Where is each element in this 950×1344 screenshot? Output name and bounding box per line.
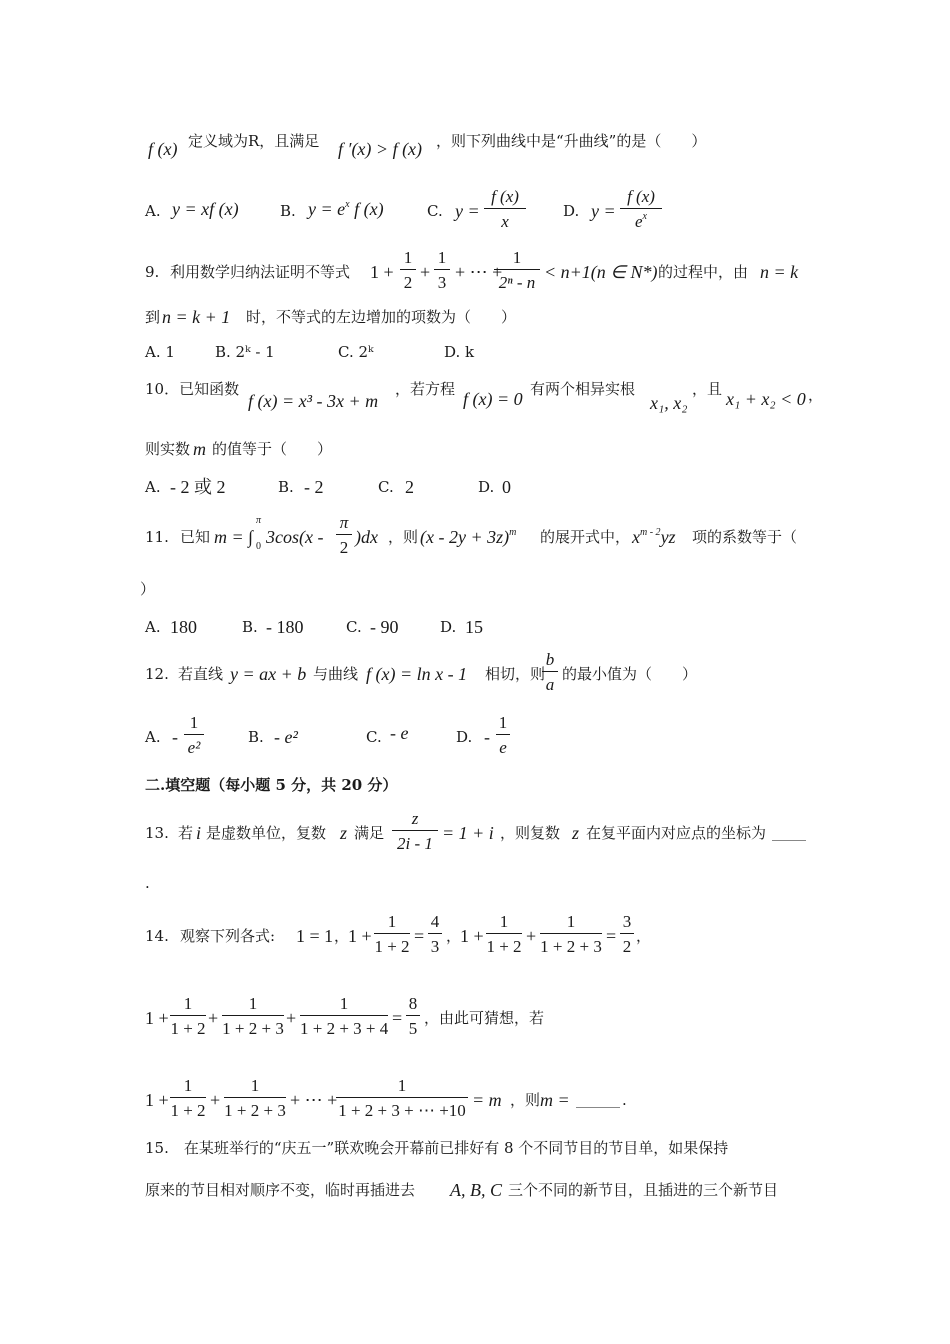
- q10-m: m: [193, 439, 206, 459]
- q14-l3-m: m =: [540, 1090, 570, 1110]
- q8-opt-b-expr: $y = e^x$ f (x): [308, 199, 384, 219]
- q10-text1: ，若方程: [395, 380, 456, 398]
- q10-opt-a-v: - 2 或 2: [170, 477, 226, 497]
- q9-text2: 的过程中，由: [658, 263, 749, 281]
- q14-comma2: ，: [446, 927, 462, 945]
- q9-num: 9.: [145, 263, 160, 281]
- q11-mdef-a: m = ∫: [214, 527, 254, 547]
- q14-e3-frac1: 1 1 + 2: [486, 912, 522, 956]
- q11-text1: 已知: [180, 528, 211, 546]
- q13-rhs: = 1 + i: [442, 823, 494, 843]
- q14-l3-frac2: 1 1 + 2 + 3: [224, 1076, 286, 1120]
- q13-text1: 若: [178, 824, 194, 842]
- q11-mdef-b: 3cos(x -: [266, 527, 324, 547]
- q12-curve: f (x) = ln x - 1: [366, 664, 468, 684]
- q14-l3-a: 1 +: [145, 1090, 169, 1110]
- q12-text2: 与曲线: [313, 665, 359, 683]
- q8-opt-b-label: B.: [280, 202, 296, 220]
- q9-one-plus: 1 +: [370, 262, 394, 282]
- q9-frac1: 1 2: [400, 249, 416, 291]
- q13-blank: [772, 840, 806, 841]
- q8-fprime: f ′(x) > f (x): [338, 139, 423, 159]
- q12-opt-d-minus: -: [484, 727, 490, 747]
- q13-z: z: [340, 823, 348, 843]
- q11-frac: π 2: [336, 514, 352, 556]
- q14-l3-frac1: 1 1 + 2: [170, 1076, 206, 1120]
- q14-text1: 观察下列各式:: [180, 927, 276, 945]
- q14-num: 14.: [145, 927, 169, 945]
- q9-line2-a: 到: [145, 308, 161, 326]
- q8-opt-d-pre: y =: [591, 201, 616, 221]
- q12-opt-a: A.: [145, 728, 161, 746]
- q9-opt-b: B. 2ᵏ - 1: [215, 343, 275, 361]
- q13-text4: ，则复数: [500, 824, 561, 842]
- q14-comma3: ，: [636, 927, 652, 945]
- q12-opt-c: C.: [366, 728, 382, 746]
- q12-opt-c-v: - e: [390, 723, 409, 743]
- q14-e3-eq: =: [606, 926, 617, 946]
- q10-line2-b: 的值等于（ ）: [212, 440, 333, 458]
- q14-e3-a: 1 +: [460, 926, 484, 946]
- q10-line2-a: 则实数: [145, 440, 191, 458]
- q8-opt-c-label: C.: [427, 202, 443, 220]
- q10-text4: ，: [808, 386, 824, 404]
- q9-opt-c: C. 2ᵏ: [338, 343, 374, 361]
- q14-e3-plus: +: [526, 926, 537, 946]
- q11-num: 11.: [145, 528, 169, 546]
- q10-roots: x₁, x₂: [650, 393, 688, 413]
- q12-text1: 若直线: [178, 665, 224, 683]
- q14-l2-res: 8 5: [406, 995, 420, 1037]
- q14-e3-res: 3 2: [620, 913, 634, 955]
- q10-text3: ，且: [692, 380, 723, 398]
- section2-title: 二.填空题（每小题 5 分，共 20 分）: [145, 776, 398, 794]
- q14-l3-dots: + ⋯ +: [290, 1090, 338, 1110]
- q11-mdef-c: )dx: [355, 527, 378, 547]
- q14-l2-frac3: 1 1 + 2 + 3 + 4: [300, 994, 389, 1038]
- q11-text4: 项的系数等于（: [692, 528, 798, 546]
- q14-e2-frac: 1 1 + 2: [374, 912, 410, 956]
- q11-opt-b: B.: [242, 618, 258, 636]
- q15-line1: 15. 在某班举行的“庆五一”联欢晚会开幕前已排好有 8 个不同节目的节目单，如果保持: [145, 1139, 729, 1157]
- q9-text1: 利用数学归纳法证明不等式: [170, 263, 351, 281]
- q8-text1: 定义域为R，且满足: [188, 132, 320, 150]
- q9-n-eq-k1: n = k + 1: [162, 307, 231, 327]
- q9-dots: + ⋯ +: [455, 262, 503, 282]
- q13-frac: z 2i - 1: [392, 810, 438, 852]
- q15-l2-b: 三个不同的新节目，且插进的三个新节目: [508, 1181, 779, 1199]
- q9-line2-b: 时，不等式的左边增加的项数为（ ）: [246, 308, 517, 326]
- q14-l2-frac1: 1 1 + 2: [170, 994, 206, 1038]
- q8-opt-d-frac: f (x) $e^x$: [620, 188, 662, 230]
- q11-text2: ，则: [388, 528, 419, 546]
- q12-text4: 的最小值为（ ）: [562, 665, 698, 683]
- q9-plus: +: [420, 262, 431, 282]
- q8-opt-a-expr: y = xf (x): [172, 199, 239, 219]
- q12-opt-d: D.: [456, 728, 473, 746]
- q14-l3-end: .: [622, 1091, 627, 1109]
- q11-lim-lo: 0: [256, 541, 261, 552]
- q12-frac: b a: [542, 651, 558, 693]
- q11-text3: 的展开式中，: [540, 528, 631, 546]
- q10-fx: f (x) = x³ - 3x + m: [248, 391, 379, 411]
- q9-opt-a: A. 1: [145, 343, 175, 361]
- q14-l3-eq: = m: [472, 1090, 502, 1110]
- q11-opt-d: D.: [440, 618, 457, 636]
- q12-opt-b-v: - e²: [274, 727, 298, 747]
- q13-num: 13.: [145, 824, 169, 842]
- q14-l3-frac3: 1 1 + 2 + 3 + ⋯ +10: [336, 1077, 468, 1119]
- q14-e1: 1 = 1: [296, 926, 334, 946]
- q14-l2-eq: =: [392, 1008, 403, 1028]
- q10-opt-c: C.: [378, 478, 394, 496]
- q10-opt-d-v: 0: [502, 477, 511, 497]
- q10-opt-b-v: - 2: [304, 477, 324, 497]
- q9-opt-d: D. k: [444, 343, 475, 361]
- q11-opt-d-v: 15: [465, 617, 483, 637]
- q12-opt-b: B.: [248, 728, 264, 746]
- q14-l2-plus2: +: [286, 1008, 297, 1028]
- q11-opt-a-v: 180: [170, 617, 197, 637]
- q12-line-expr: y = ax + b: [230, 664, 307, 684]
- q8-text2: ，则下列曲线中是“升曲线”的是（ ）: [436, 132, 707, 150]
- q13-text5: 在复平面内对应点的坐标为: [586, 824, 767, 842]
- q8-fx: f (x): [148, 139, 178, 159]
- q14-l2-text: ，由此可猜想，若: [424, 1009, 545, 1027]
- q11-close-paren: ）: [140, 580, 156, 598]
- q14-l3-text: ，则: [510, 1091, 541, 1109]
- q12-text3: 相切，则: [485, 665, 546, 683]
- q8-opt-d-label: D.: [563, 202, 580, 220]
- q10-opt-d: D.: [478, 478, 495, 496]
- q8-opt-c-frac: f (x) x: [484, 188, 526, 230]
- q14-l2-plus1: +: [208, 1008, 219, 1028]
- q12-opt-a-minus: -: [172, 727, 178, 747]
- q11-term: $x^{m - 2}yz$: [632, 527, 676, 547]
- q12-num: 12.: [145, 665, 169, 683]
- q14-l2-frac2: 1 1 + 2 + 3: [222, 994, 284, 1038]
- q10-opt-a: A.: [145, 478, 161, 496]
- q13-i: i: [196, 823, 202, 843]
- q11-opt-b-v: - 180: [266, 617, 304, 637]
- q8-opt-a-label: A.: [145, 202, 161, 220]
- q11-opt-c: C.: [346, 618, 362, 636]
- q9-frac2: 1 3: [434, 249, 450, 291]
- q9-rhs: < n+1(n ∈ N*): [544, 262, 658, 282]
- q14-blank: [576, 1107, 620, 1108]
- q9-n-eq-k: n = k: [760, 262, 799, 282]
- q11-expand: $(x - 2y + 3z)^m$: [420, 527, 517, 547]
- q10-num: 10．已知函数: [145, 380, 240, 398]
- q13-text3: 满足: [354, 824, 385, 842]
- q14-comma1: ，: [334, 927, 350, 945]
- q14-l3-plus1: +: [210, 1090, 221, 1110]
- q14-e3-frac2: 1 1 + 2 + 3: [540, 912, 602, 956]
- q8-opt-c-pre: y =: [455, 201, 480, 221]
- q11-lim-up: π: [256, 515, 262, 526]
- q12-opt-a-frac: 1 e²: [184, 714, 204, 756]
- q13-text2: 是虚数单位，复数: [206, 824, 327, 842]
- q13-z2: z: [572, 823, 580, 843]
- q14-e2-a: 1 +: [348, 926, 372, 946]
- q15-abc: A, B, C: [450, 1180, 502, 1200]
- q15-l2-a: 原来的节目相对顺序不变，临时再插进去: [145, 1181, 416, 1199]
- q9-frac3: 1 2ⁿ - n: [494, 249, 540, 291]
- q10-opt-b: B.: [278, 478, 294, 496]
- q14-e2-res: 4 3: [428, 913, 442, 955]
- q10-cond: x₁ + x₂ < 0: [726, 389, 806, 409]
- q10-opt-c-v: 2: [405, 477, 414, 497]
- q13-end: .: [145, 874, 150, 892]
- q14-l2-a: 1 +: [145, 1008, 169, 1028]
- q11-opt-c-v: - 90: [370, 617, 399, 637]
- q10-text2: 有两个相异实根: [530, 380, 636, 398]
- q11-opt-a: A.: [145, 618, 161, 636]
- q14-e2-eq: =: [414, 926, 425, 946]
- q10-eq: f (x) = 0: [463, 389, 523, 409]
- q12-opt-d-frac: 1 e: [496, 714, 510, 756]
